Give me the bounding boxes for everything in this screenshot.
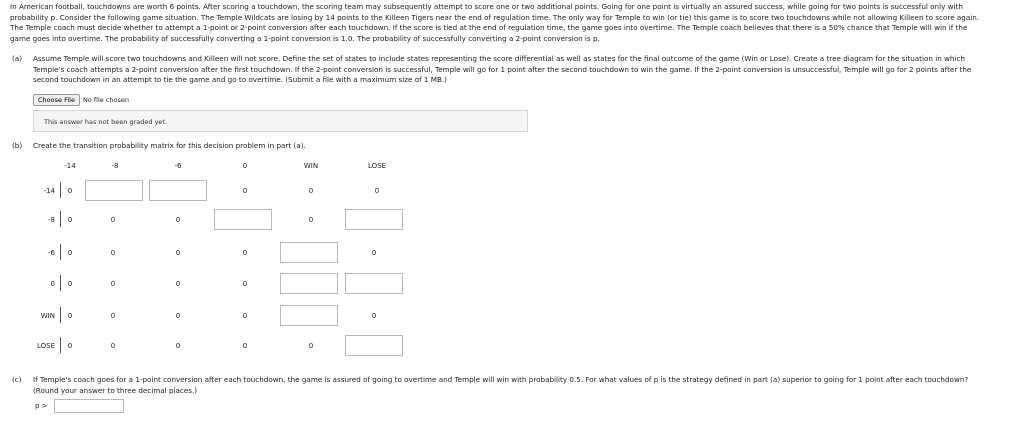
col-header-win: WIN xyxy=(303,162,319,170)
cell-win-lose: 0 xyxy=(371,312,377,320)
cell-m8-win: 0 xyxy=(308,216,314,224)
part-a-line-2: Temple's coach attempts a 2-point conversion after the first touchdown. If the 2-point conversion is successful, Temple will go for 1 point after the second touchdown to win the game. If the 2-point conversion is unsuccessful, Temple will go for 2 points after the xyxy=(33,64,972,74)
row-label-m14: -14 xyxy=(43,187,55,195)
file-status: No file chosen xyxy=(82,96,129,104)
col-header-0: 0 xyxy=(242,162,248,170)
part-c-label: (c) xyxy=(12,375,22,384)
cell-0-m14: 0 xyxy=(67,280,73,288)
cell-m6-0: 0 xyxy=(242,249,248,257)
cell-m6-lose: 0 xyxy=(371,249,377,257)
cell-win-m8: 0 xyxy=(110,312,116,320)
part-a-label: (a) xyxy=(12,54,23,63)
cell-0-0: 0 xyxy=(242,280,248,288)
cell-0-m6: 0 xyxy=(175,280,181,288)
col-header-m8: -8 xyxy=(111,162,119,170)
choose-file-button[interactable]: Choose File xyxy=(33,94,80,106)
file-upload xyxy=(33,94,129,106)
cell-m6-m14: 0 xyxy=(67,249,73,257)
problem-intro xyxy=(10,2,1018,44)
part-b-prompt xyxy=(12,141,306,150)
part-a-line-1: Assume Temple will score two touchdowns and Killeen will not score. Define the set of states to include states representing the score differential as well as states for the final outcome of the game (Win or Lose). Create a tree diagram for the situation in which xyxy=(33,54,965,63)
cell-m6-m8: 0 xyxy=(110,249,116,257)
cell-win-0: 0 xyxy=(242,312,248,320)
cell-m8-m8: 0 xyxy=(110,216,116,224)
col-header-m6: -6 xyxy=(174,162,182,170)
graded-status-box xyxy=(33,110,528,132)
intro-line-1: In American football, touchdowns are worth 6 points. After scoring a touchdown, the scoring team may subsequently attempt to score one or two additional points. Going for one point is virtually an assured success, while going for two points is successful only with xyxy=(10,2,963,11)
col-header-lose: LOSE xyxy=(367,162,387,170)
input-lose-lose[interactable] xyxy=(345,335,403,356)
part-a-line-3: second touchdown in an attempt to tie the game and go to overtime. (Submit a file with a maximum size of 1 MB.) xyxy=(33,75,447,85)
row-label-lose: LOSE xyxy=(36,342,55,350)
row-label-m6: -6 xyxy=(48,249,55,257)
cell-win-m14: 0 xyxy=(67,312,73,320)
row-label-win: WIN xyxy=(40,312,55,320)
row-label-m8: -8 xyxy=(48,216,55,224)
input-m6-win[interactable] xyxy=(280,242,338,263)
input-0-win[interactable] xyxy=(280,273,338,294)
part-c-line-2: (Round your answer to three decimal places.) xyxy=(33,385,198,395)
part-b-text: Create the transition probability matrix for this decision problem in part (a). xyxy=(33,141,306,150)
cell-m8-m14: 0 xyxy=(67,216,73,224)
cell-m14-lose: 0 xyxy=(374,187,380,195)
cell-m14-m14: 0 xyxy=(67,187,73,195)
input-m14-m8[interactable] xyxy=(85,180,143,201)
cell-lose-m14: 0 xyxy=(67,342,73,350)
input-m14-m6[interactable] xyxy=(149,180,207,201)
intro-line-2: probability p. Consider the following game situation. The Temple Wildcats are losing by 14 points to the Killeen Tigers near the end of regulation time. The only way for Temple to win (or tie) this game is to score two touchdowns while not allowing Killeen to score again. xyxy=(10,12,980,22)
cell-m14-0: 0 xyxy=(242,187,248,195)
cell-lose-win: 0 xyxy=(308,342,314,350)
intro-line-4: game goes into overtime. The probability of successfully converting a 1-point conversion is 1.0. The probability of successfully converting a 2-point conversion is p. xyxy=(10,33,600,43)
part-c-line-1: If Temple's coach goes for a 1-point conversion after each touchdown, the game is assured of going to overtime and Temple will win with probability 0.5. For what values of p is the strategy defined in part (a) superior to going for 1 point after each touchdown? xyxy=(33,375,969,384)
p-label: p > xyxy=(35,402,48,410)
cell-lose-m8: 0 xyxy=(110,342,116,350)
cell-0-m8: 0 xyxy=(110,280,116,288)
cell-m14-win: 0 xyxy=(308,187,314,195)
cell-lose-m6: 0 xyxy=(175,342,181,350)
part-a xyxy=(12,54,1012,86)
cell-m6-m6: 0 xyxy=(175,249,181,257)
input-m8-0[interactable] xyxy=(214,209,272,230)
part-b-label: (b) xyxy=(12,141,23,150)
graded-status-text: This answer has not been graded yet. xyxy=(44,118,168,126)
input-0-lose[interactable] xyxy=(345,273,403,294)
part-c xyxy=(12,375,1020,396)
cell-lose-0: 0 xyxy=(242,342,248,350)
cell-m8-m6: 0 xyxy=(175,216,181,224)
intro-line-3: The Temple coach must decide whether to attempt a 1-point or 2-point conversion after each touchdown. If the score is tied at the end of regulation time, the game goes into overtime. The Temple coach believes that there is a 50% chance that Temple will win if the xyxy=(10,23,968,33)
row-label-0: 0 xyxy=(50,280,55,288)
p-answer-input[interactable] xyxy=(54,399,124,413)
cell-win-m6: 0 xyxy=(175,312,181,320)
input-win-win[interactable] xyxy=(280,305,338,326)
input-m8-lose[interactable] xyxy=(345,209,403,230)
col-header-m14: -14 xyxy=(64,162,76,170)
